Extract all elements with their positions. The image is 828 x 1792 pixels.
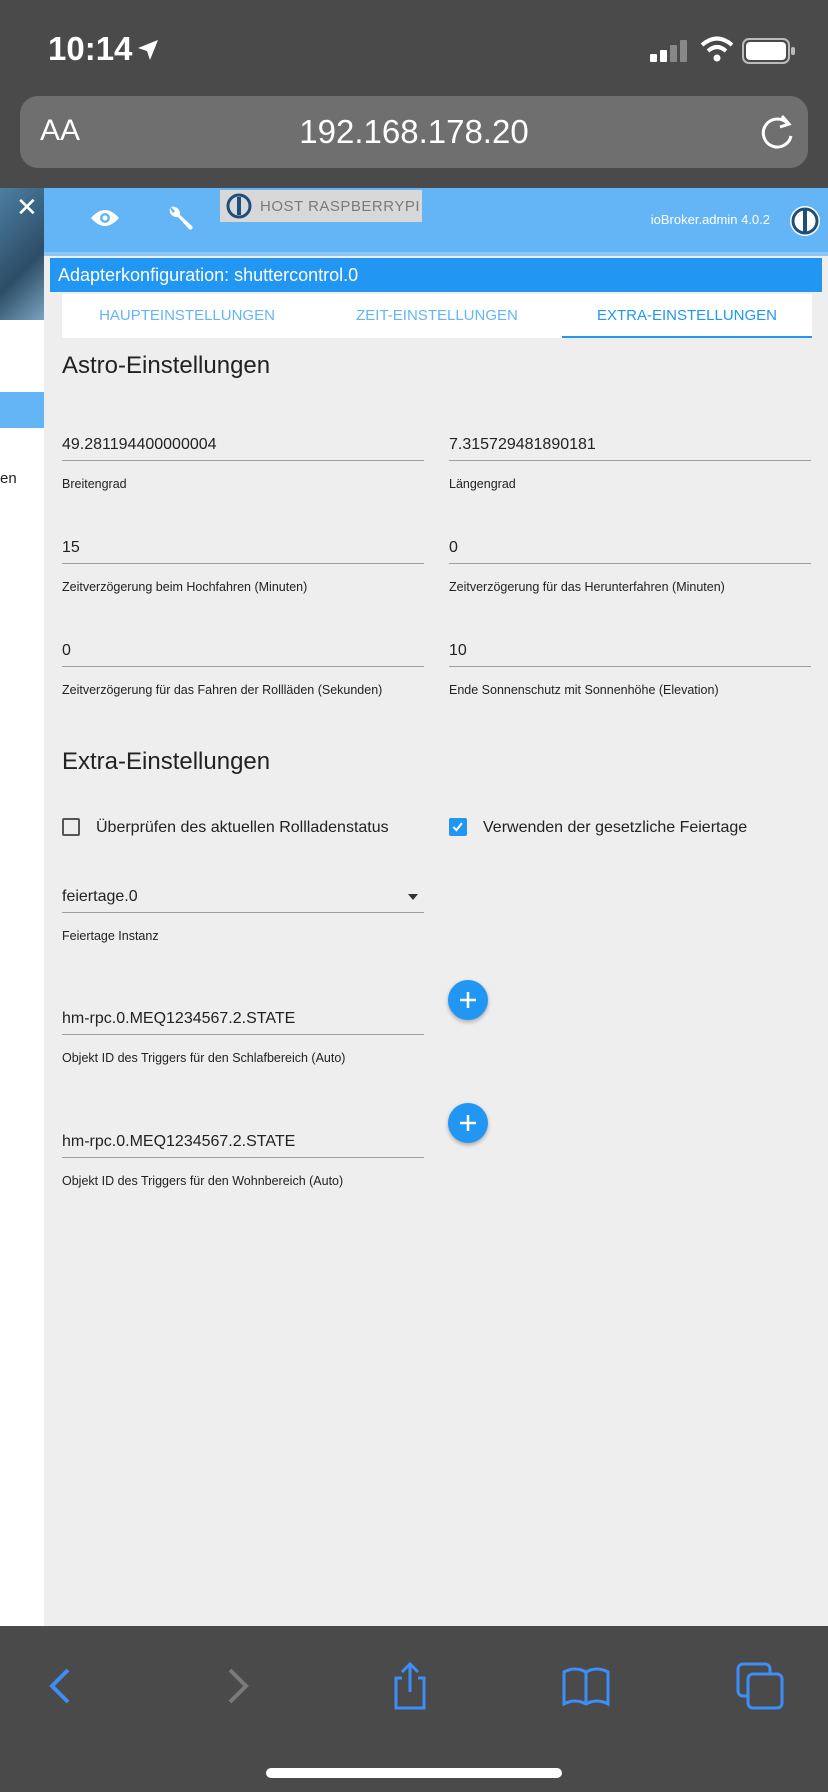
share-icon[interactable] (384, 1660, 436, 1712)
tab-time-settings[interactable]: ZEIT-EINSTELLUNGEN (356, 307, 518, 324)
battery-icon (742, 38, 796, 64)
tab-extra-settings[interactable]: EXTRA-EINSTELLUNGEN (562, 294, 812, 338)
dropdown-arrow-icon[interactable] (408, 894, 418, 900)
delay-down-input[interactable]: 0 (449, 533, 811, 564)
checkbox-unchecked-icon[interactable] (62, 818, 80, 836)
location-arrow-icon (136, 38, 160, 62)
trigger-living-input[interactable]: hm-rpc.0.MEQ1234567.2.STATE (62, 1127, 424, 1158)
add-sleep-trigger-button[interactable] (448, 980, 488, 1020)
delay-shutters-label: Zeitverzögerung für das Fahren der Rollläden (Sekunden) (62, 683, 383, 697)
trigger-sleep-label: Objekt ID des Triggers für den Schlafbereich (Auto) (62, 1051, 346, 1065)
host-selector[interactable] (220, 190, 422, 222)
delay-shutters-input[interactable]: 0 (62, 636, 424, 667)
sun-protection-end-field[interactable] (449, 636, 811, 697)
text-size-button[interactable]: AA (40, 114, 81, 147)
delay-up-field[interactable] (62, 533, 424, 594)
delay-up-input[interactable]: 15 (62, 533, 424, 564)
holiday-instance-text: feiertage.0 (62, 888, 138, 905)
forward-icon[interactable] (210, 1660, 262, 1712)
url-text[interactable]: 192.168.178.20 (299, 113, 529, 150)
plus-icon (458, 1113, 478, 1133)
sun-protection-end-label: Ende Sonnenschutz mit Sonnenhöhe (Elevation) (449, 683, 719, 697)
drawer-item-partial[interactable]: en (0, 470, 17, 487)
wifi-icon (700, 36, 734, 62)
latitude-label: Breitengrad (62, 477, 127, 491)
use-holidays-checkbox[interactable] (449, 816, 809, 842)
trigger-sleep-field[interactable] (62, 1004, 424, 1065)
back-icon[interactable] (36, 1660, 88, 1712)
drawer-active-item[interactable] (0, 392, 44, 428)
wrench-icon[interactable] (166, 204, 194, 232)
version-label: ioBroker.admin 4.0.2 (650, 212, 770, 227)
host-label: HOST RASPBERRYPI (260, 198, 420, 215)
address-bar[interactable] (20, 96, 808, 168)
status-bar (0, 0, 828, 95)
trigger-living-field[interactable] (62, 1127, 424, 1188)
latitude-input[interactable]: 49.281194400000004 (62, 430, 424, 461)
adapter-config-title: Adapterkonfiguration: shuttercontrol.0 (50, 258, 822, 292)
delay-down-label: Zeitverzögerung für das Herunterfahren (Minuten) (449, 580, 725, 594)
eye-icon[interactable] (90, 208, 120, 228)
cellular-signal-icon (650, 40, 690, 62)
reload-icon[interactable] (758, 112, 796, 152)
longitude-input[interactable]: 7.315729481890181 (449, 430, 811, 461)
longitude-label: Längengrad (449, 477, 516, 491)
checkbox-checked-icon[interactable] (449, 818, 467, 836)
use-holidays-label: Verwenden der gesetzliche Feiertage (483, 819, 748, 836)
tab-bar (62, 294, 812, 338)
latitude-field[interactable] (62, 430, 424, 491)
trigger-living-label: Objekt ID des Triggers für den Wohnbereich (Auto) (62, 1174, 344, 1188)
iobroker-logo-icon (226, 193, 252, 219)
holiday-instance-label: Feiertage Instanz (62, 929, 159, 943)
holiday-instance-value[interactable] (62, 882, 424, 913)
delay-down-field[interactable] (449, 533, 811, 594)
holiday-instance-select[interactable] (62, 882, 424, 943)
extra-heading: Extra-Einstellungen (62, 748, 271, 775)
trigger-sleep-input[interactable]: hm-rpc.0.MEQ1234567.2.STATE (62, 1004, 424, 1035)
delay-shutters-field[interactable] (62, 636, 424, 697)
check-status-checkbox[interactable] (62, 816, 442, 842)
clock: 10:14 (48, 30, 133, 67)
delay-up-label: Zeitverzögerung beim Hochfahren (Minuten) (62, 580, 308, 594)
browser-toolbar (0, 1626, 828, 1792)
astro-heading: Astro-Einstellungen (62, 352, 271, 379)
close-icon[interactable]: ✕ (16, 192, 38, 222)
add-living-trigger-button[interactable] (448, 1103, 488, 1143)
iobroker-logo-icon (788, 204, 822, 238)
app-header (44, 188, 828, 256)
plus-icon (458, 990, 478, 1010)
tabs-icon[interactable] (734, 1660, 786, 1712)
web-page (0, 188, 828, 1626)
longitude-field[interactable] (449, 430, 811, 491)
tab-main-settings[interactable]: HAUPTEINSTELLUNGEN (99, 307, 275, 324)
check-status-label: Überprüfen des aktuellen Rollladenstatus (96, 819, 389, 836)
home-indicator[interactable] (266, 1768, 562, 1778)
bookmarks-icon[interactable] (560, 1660, 612, 1712)
sun-protection-end-input[interactable]: 10 (449, 636, 811, 667)
side-drawer (0, 188, 44, 1626)
